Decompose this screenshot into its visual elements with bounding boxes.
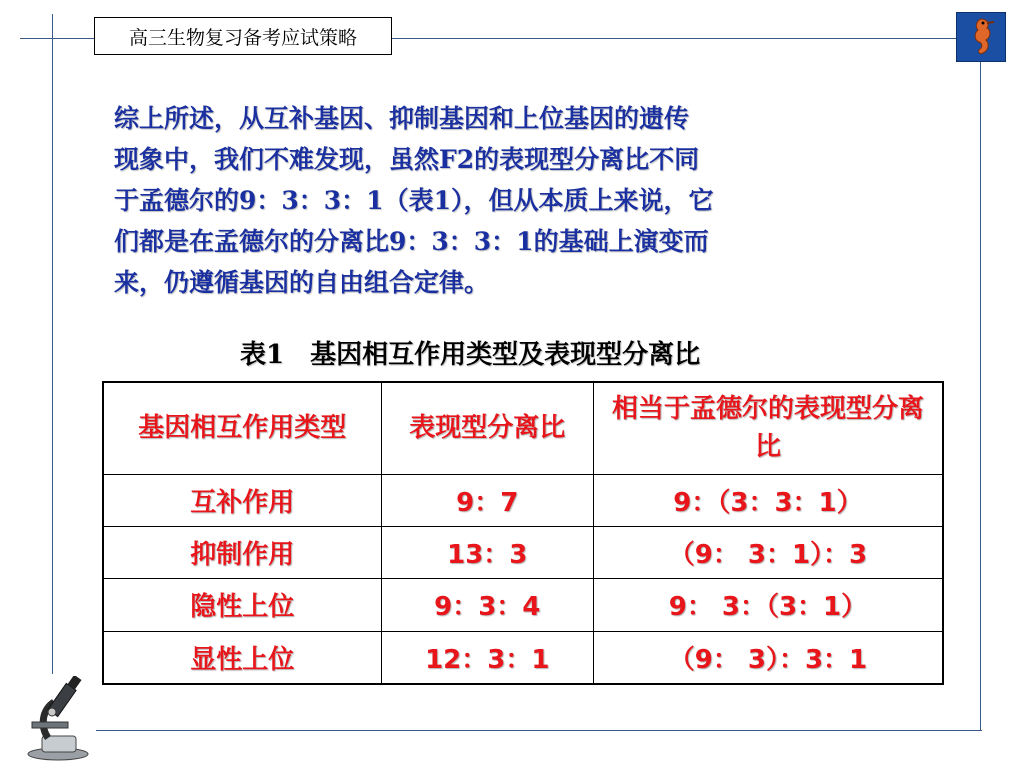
table-header-cell: 相当于孟德尔的表现型分离比 xyxy=(593,382,943,474)
table-cell-ratio: 13：3 xyxy=(381,526,593,578)
table-header-cell: 基因相互作用类型 xyxy=(103,382,381,474)
bottom-rule-line xyxy=(96,730,982,731)
header-title: 高三生物复习备考应试策略 xyxy=(128,26,357,49)
table-row xyxy=(103,631,943,684)
summary-paragraph xyxy=(114,98,934,303)
table-cell-mendel: 9： 3：（3：1） xyxy=(593,579,943,631)
summary-line: 来，仍遵循基因的自由组合定律。 xyxy=(114,268,490,297)
table-cell-mendel: （9： 3）：3：1 xyxy=(593,631,943,684)
table-title: 表1 基因相互作用类型及表现型分离比 xyxy=(240,340,701,370)
table-cell-type: 互补作用 xyxy=(103,474,381,526)
table-cell-type: 抑制作用 xyxy=(103,526,381,578)
table-row xyxy=(103,474,943,526)
summary-line: 现象中，我们不难发现，虽然F2的表现型分离比不同 xyxy=(114,145,700,174)
table-cell-ratio: 12：3：1 xyxy=(381,631,593,684)
table-cell-mendel: （9： 3：1）：3 xyxy=(593,526,943,578)
summary-line: 于孟德尔的9：3：3：1（表1），但从本质上来说，它 xyxy=(114,186,714,215)
left-rule-line xyxy=(52,14,53,674)
table-row xyxy=(103,579,943,631)
table-cell-mendel: 9：（3：3：1） xyxy=(593,474,943,526)
table-cell-ratio: 9：3：4 xyxy=(381,579,593,631)
summary-line: 综上所述，从互补基因、抑制基因和上位基因的遗传 xyxy=(114,104,690,133)
table-cell-ratio: 9：7 xyxy=(381,474,593,526)
table-cell-type: 显性上位 xyxy=(103,631,381,684)
summary-line: 们都是在孟德尔的分离比9：3：3：1的基础上演变而 xyxy=(114,227,709,256)
seahorse-logo-icon xyxy=(956,12,1006,62)
right-rule-line xyxy=(980,62,981,730)
table-header-row xyxy=(103,382,943,474)
microscope-icon xyxy=(18,676,98,762)
table-header-cell: 表现型分离比 xyxy=(381,382,593,474)
gene-interaction-table xyxy=(102,381,944,685)
header-title-box xyxy=(94,17,392,55)
table-cell-type: 隐性上位 xyxy=(103,579,381,631)
table-row xyxy=(103,526,943,578)
